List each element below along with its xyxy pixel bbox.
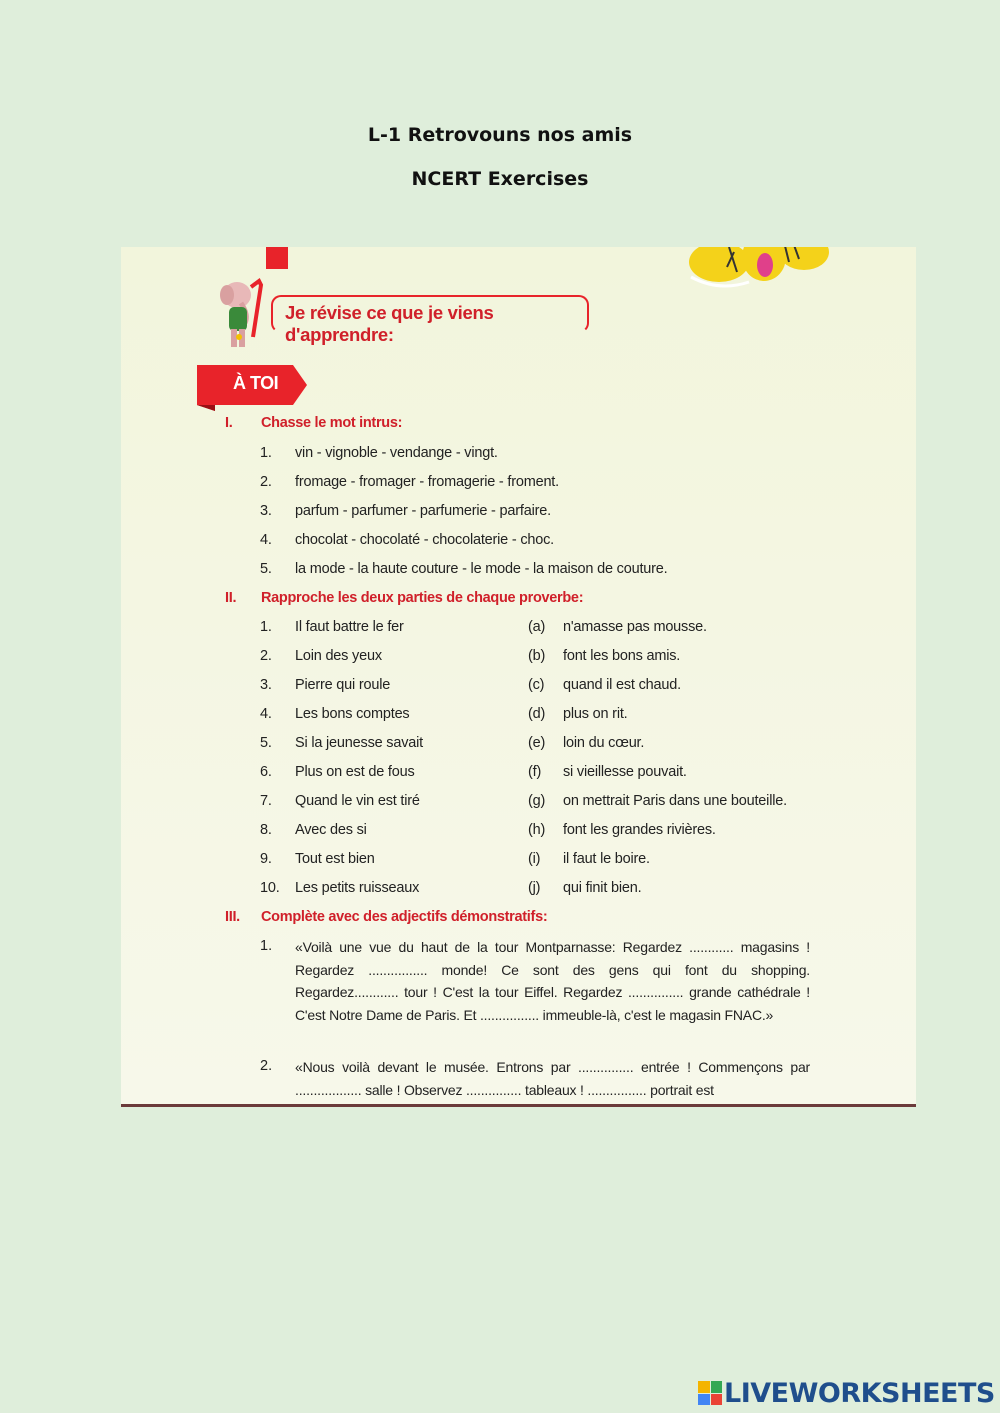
section-2-title: Rapproche les deux parties de chaque proverbe:	[261, 590, 584, 606]
proverb-left: Tout est bien	[295, 851, 375, 867]
item-number: 3.	[260, 503, 272, 519]
proverb-letter: (f)	[528, 764, 542, 780]
proverb-right: font les grandes rivières.	[563, 822, 716, 838]
item-number: 3.	[260, 677, 272, 693]
proverb-left: Les petits ruisseaux	[295, 880, 420, 896]
proverb-right: font les bons amis.	[563, 648, 681, 664]
item-number: 1.	[260, 619, 272, 635]
paragraph-exercise: «Voilà une vue du haut de la tour Montparnasse: Regardez ............ magasins ! Regardez ................ monde! Ce sont des gens qui font du shopping. Regardez............ tour ! C'est la tour Eiffel. Regardez ............... grande cathédrale ! C'est Notre Dame de Paris. Et ................ immeuble-là, c'est le magasin FNAC.»	[295, 939, 810, 1023]
proverb-letter: (j)	[528, 880, 541, 896]
worksheet-image	[121, 247, 916, 1107]
proverb-right: si vieillesse pouvait.	[563, 764, 687, 780]
proverb-letter: (d)	[528, 706, 546, 722]
proverb-left: Les bons comptes	[295, 706, 410, 722]
page-title: L-1 Retrovouns nos amis	[367, 124, 633, 146]
item-text: la mode - la haute couture - le mode - la maison de couture.	[295, 561, 668, 577]
section-3-title: Complète avec des adjectifs démonstratifs:	[261, 909, 548, 925]
proverb-right: plus on rit.	[563, 706, 628, 722]
heading-box	[271, 295, 589, 345]
proverb-right: qui finit bien.	[563, 880, 642, 896]
section-3-number: III.	[225, 909, 240, 925]
proverb-letter: (c)	[528, 677, 545, 693]
proverb-left: Si la jeunesse savait	[295, 735, 423, 751]
proverb-letter: (g)	[528, 793, 546, 809]
a-toi-banner	[197, 365, 307, 405]
proverb-left: Pierre qui roule	[295, 677, 391, 693]
item-number: 2.	[260, 648, 272, 664]
elephant-mascot-icon	[219, 277, 264, 357]
section-1-title: Chasse le mot intrus:	[261, 415, 403, 431]
section-1-number: I.	[225, 415, 233, 431]
item-number: 6.	[260, 764, 272, 780]
item-number: 7.	[260, 793, 272, 809]
flower-decoration-icon	[689, 247, 829, 292]
item-number: 5.	[260, 735, 272, 751]
proverb-letter: (i)	[528, 851, 541, 867]
item-number: 4.	[260, 532, 272, 548]
item-number: 2.	[260, 474, 272, 490]
item-number: 9.	[260, 851, 272, 867]
item-text: vin - vignoble - vendange - vingt.	[295, 445, 498, 461]
proverb-letter: (h)	[528, 822, 546, 838]
item-number: 1.	[260, 445, 272, 461]
worksheet-heading: Je révise ce que je viens d'apprendre:	[285, 302, 494, 345]
proverb-right: n'amasse pas mousse.	[563, 619, 707, 635]
brand-name: LIVEWORKSHEETS	[724, 1377, 995, 1409]
item-number: 10.	[260, 880, 280, 896]
item-number: 2.	[260, 1058, 273, 1074]
item-text: parfum - parfumer - parfumerie - parfaire.	[295, 503, 551, 519]
red-square-decoration	[266, 247, 288, 269]
proverb-right: il faut le boire.	[563, 851, 650, 867]
proverb-letter: (b)	[528, 648, 546, 664]
item-number: 5.	[260, 561, 272, 577]
paragraph-exercise: «Nous voilà devant le musée. Entrons par ............... entrée ! Commençons par .................. salle ! Observez ............... tableaux ! ................ portrait est	[295, 1059, 810, 1098]
proverb-left: Plus on est de fous	[295, 764, 415, 780]
page-subtitle: NCERT Exercises	[411, 168, 589, 190]
section-2-number: II.	[225, 590, 237, 606]
proverb-left: Quand le vin est tiré	[295, 793, 420, 809]
proverb-letter: (e)	[528, 735, 546, 751]
proverb-left: Il faut battre le fer	[295, 619, 404, 635]
item-number: 8.	[260, 822, 272, 838]
liveworksheets-logo	[698, 1378, 995, 1408]
item-text: fromage - fromager - fromagerie - froment.	[295, 474, 559, 490]
banner-label: À TOI	[233, 373, 279, 393]
item-text: chocolat - chocolaté - chocolaterie - choc.	[295, 532, 554, 548]
logo-grid-icon	[698, 1381, 722, 1405]
proverb-right: loin du cœur.	[563, 735, 645, 751]
proverb-letter: (a)	[528, 619, 546, 635]
item-number: 4.	[260, 706, 272, 722]
item-number: 1.	[260, 938, 273, 954]
proverb-right: on mettrait Paris dans une bouteille.	[563, 793, 787, 809]
proverb-left: Avec des si	[295, 822, 367, 838]
proverb-left: Loin des yeux	[295, 648, 382, 664]
proverb-right: quand il est chaud.	[563, 677, 681, 693]
